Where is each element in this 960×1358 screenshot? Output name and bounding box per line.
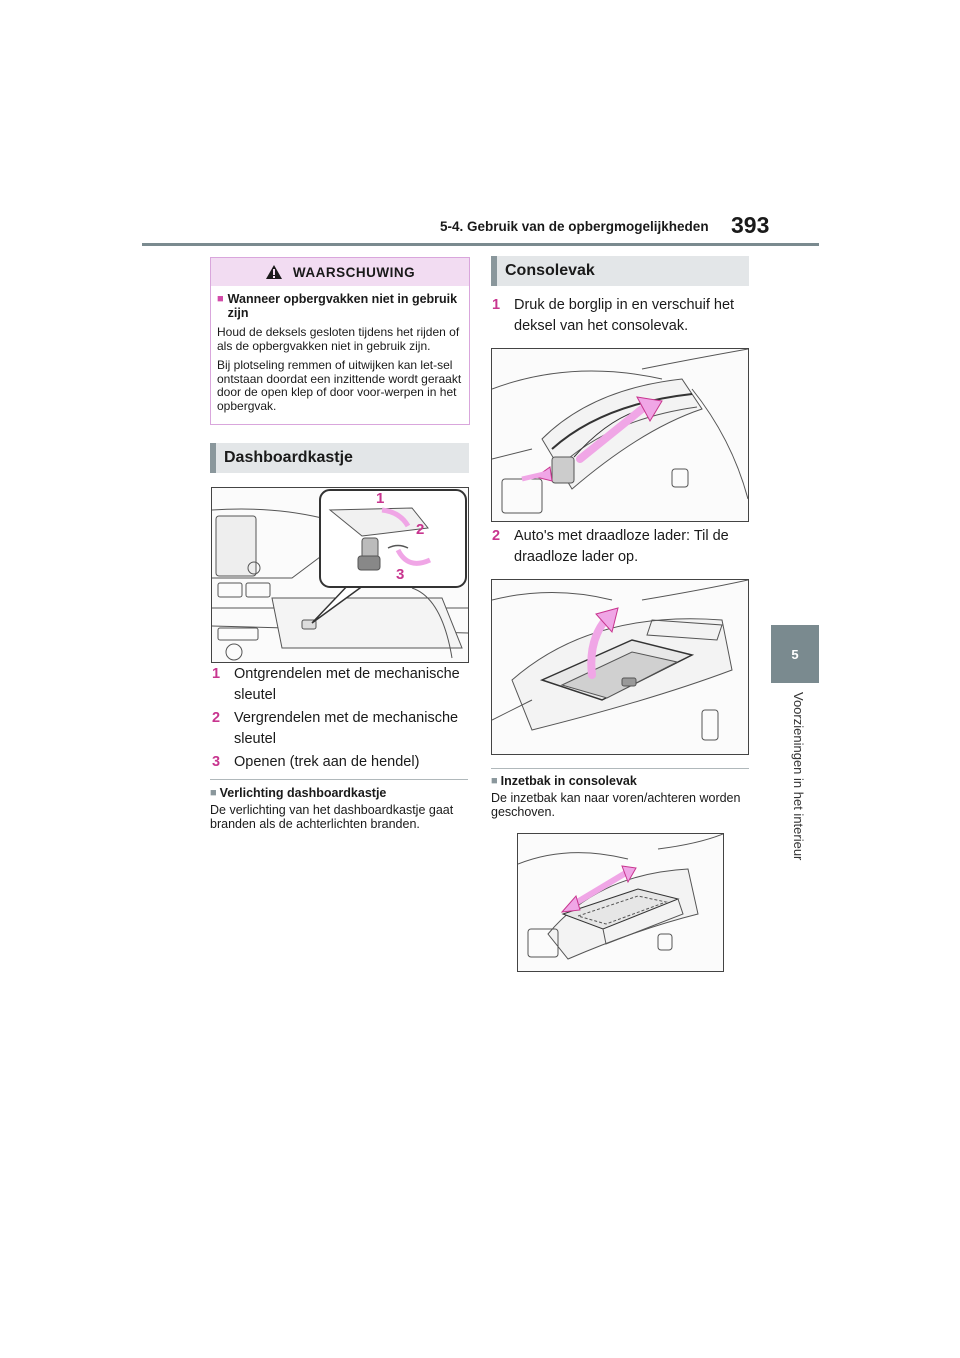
square-bullet-icon: ■ (491, 775, 498, 787)
square-bullet-icon: ■ (217, 293, 224, 305)
warning-box (210, 257, 470, 425)
warning-paragraph: Houd de deksels gesloten tijdens het rijden of als de opbergvakken niet in gebruik zijn. (217, 325, 460, 353)
console-lid-figure (491, 348, 749, 522)
figure-callout-2: 2 (416, 521, 425, 538)
note-divider (210, 779, 468, 780)
list-item: 1 Ontgrendelen met de mechanische sleutel (212, 666, 460, 703)
chapter-number: 5 (791, 646, 799, 662)
warning-header (211, 258, 469, 286)
list-item: 2 Auto's met draadloze lader: Til de draadloze lader op. (492, 528, 729, 565)
note-body: De verlichting van het dashboardkastje gaat branden als de achterlichten branden. (210, 803, 454, 831)
consolevak-step-2 (492, 526, 750, 568)
note-divider (491, 768, 749, 769)
console-lid-illustration (492, 349, 748, 521)
section-header-dashboardkastje: Dashboardkastje (210, 443, 469, 473)
note-body: De inzetbak kan naar voren/achteren worden geschoven. (491, 791, 741, 819)
list-item: 1 Druk de borglip in en verschuif het deksel van het consolevak. (492, 297, 735, 334)
list-item: 2 Vergrendelen met de mechanische sleutel (212, 710, 459, 747)
chapter-tab (771, 625, 819, 683)
page-number: 393 (731, 212, 770, 238)
chapter-title: Voorzieningen in het interieur (791, 692, 806, 861)
warning-title: WAARSCHUWING (292, 264, 416, 280)
wireless-charger-illustration (492, 580, 748, 754)
warning-paragraph: Bij plotseling remmen of uitwijken kan let-sel ontstaan doordat een inzittende wordt geraakt door de open klep of door voor-werpen in het opbergvak. (217, 358, 462, 413)
chapter-side-label (786, 692, 806, 872)
figure-callout-3: 3 (396, 566, 405, 583)
header-rule (142, 243, 819, 246)
insert-tray-illustration (518, 834, 723, 971)
insert-tray-figure (517, 833, 724, 972)
glovebox-illustration (212, 488, 468, 662)
square-bullet-icon: ■ (210, 787, 217, 799)
wireless-charger-figure (491, 579, 749, 755)
note-title: ■ Inzetbak in consolevak (491, 774, 637, 788)
dashboardkastje-note (210, 786, 468, 831)
figure-callout-1: 1 (376, 490, 385, 507)
note-title: ■ Verlichting dashboardkastje (210, 786, 387, 800)
glovebox-figure (211, 487, 469, 663)
header-section-title: 5-4. Gebruik van de opbergmogelijkheden (440, 219, 709, 234)
consolevak-step-1 (492, 295, 750, 337)
warning-item-title: ■ Wanneer opbergvakken niet in gebruik zijn (217, 292, 458, 320)
section-header-consolevak: Consolevak (491, 256, 749, 286)
consolevak-note (491, 774, 753, 819)
warning-triangle-icon (265, 264, 283, 280)
list-item: 3 Openen (trek aan de hendel) (212, 754, 420, 770)
dashboardkastje-steps (212, 664, 470, 773)
